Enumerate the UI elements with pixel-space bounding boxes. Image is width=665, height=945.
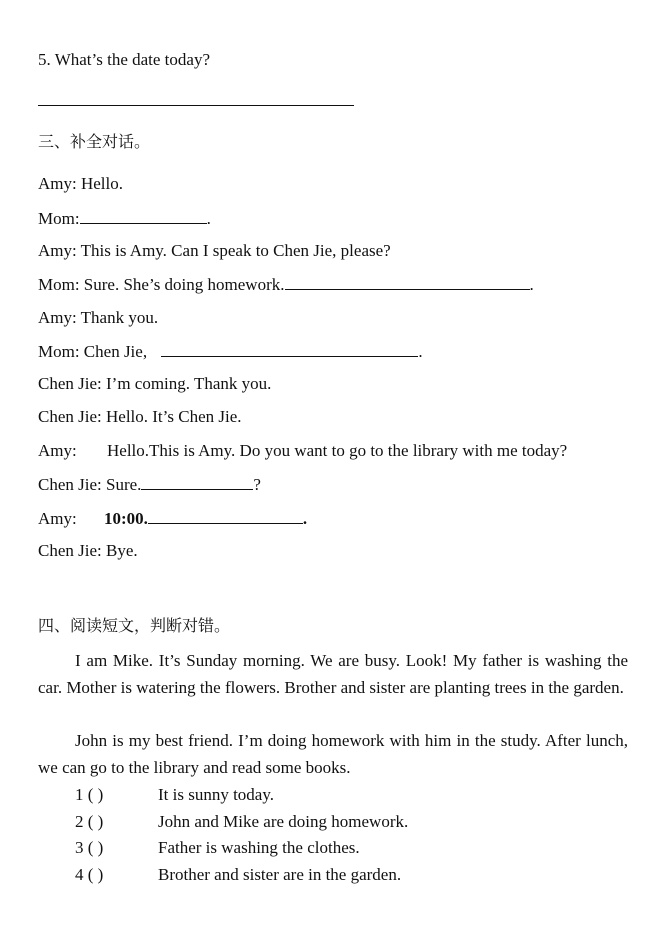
dialogue-text: Chen Jie: Hello. It’s Chen Jie. <box>38 407 242 426</box>
question-5: 5. What’s the date today? <box>38 50 210 69</box>
dialogue-line-9 <box>38 441 567 461</box>
passage-paragraph-2: John is my best friend. I’m doing homework with him in the study. After lunch, we can go to the library and read some books. <box>38 731 628 777</box>
dialogue-time: 10:00. <box>104 509 148 528</box>
dialogue-text: Chen Jie: Sure. <box>38 475 142 494</box>
dialogue-text: Mom: <box>38 209 80 228</box>
question-text: John and Mike are doing homework. <box>158 812 409 831</box>
dialogue-line-7 <box>38 374 271 394</box>
dialogue-line-11 <box>38 508 307 529</box>
dialogue-punct: . <box>206 209 211 228</box>
answer-blank[interactable] <box>161 341 418 357</box>
dialogue-line-4 <box>38 274 534 295</box>
dialogue-line-1 <box>38 174 123 194</box>
question-text: Brother and sister are in the garden. <box>158 865 402 884</box>
dialogue-text: Hello.This is Amy. Do you want to go to the library with me today? <box>107 441 568 460</box>
question-text: It is sunny today. <box>158 785 275 804</box>
section-3-title: 三、补全对话。 <box>38 132 151 151</box>
dialogue-punct: ? <box>253 475 261 494</box>
dialogue-text: Mom: Chen Jie, <box>38 342 152 361</box>
dialogue-line-3 <box>38 241 391 261</box>
dialogue-punct: . <box>418 342 423 361</box>
dialogue-line-5 <box>38 308 158 328</box>
dialogue-line-10 <box>38 474 261 495</box>
answer-line-5 <box>38 92 354 106</box>
dialogue-text: Chen Jie: I’m coming. Thank you. <box>38 374 272 393</box>
question-number: 1 ( ) <box>75 785 104 804</box>
dialogue-line-8 <box>38 407 242 427</box>
judge-question-2 <box>75 812 408 832</box>
dialogue-speaker: Amy: <box>38 441 77 460</box>
section-4-title: 四、阅读短文，判断对错。 <box>38 616 231 635</box>
dialogue-punct: . <box>529 275 534 294</box>
dialogue-line-12 <box>38 541 138 561</box>
dialogue-text: Mom: Sure. She’s doing homework. <box>38 275 285 294</box>
answer-blank[interactable] <box>285 274 530 290</box>
dialogue-text: Amy: Hello. <box>38 174 123 193</box>
dialogue-speaker: Amy: <box>38 509 77 528</box>
question-number: 3 ( ) <box>75 838 104 857</box>
dialogue-text: Amy: Thank you. <box>38 308 159 327</box>
dialogue-punct: . <box>302 509 308 528</box>
question-number: 4 ( ) <box>75 865 104 884</box>
dialogue-line-2 <box>38 208 211 229</box>
answer-blank[interactable] <box>141 474 253 490</box>
judge-question-4 <box>75 865 401 885</box>
dialogue-text: Amy: This is Amy. Can I speak to Chen Jie, please? <box>38 241 391 260</box>
judge-question-3 <box>75 838 360 858</box>
judge-question-1 <box>75 785 274 805</box>
answer-blank[interactable] <box>80 208 207 224</box>
question-number: 2 ( ) <box>75 812 104 831</box>
dialogue-line-6 <box>38 341 423 362</box>
dialogue-text: Chen Jie: Bye. <box>38 541 138 560</box>
question-text: Father is washing the clothes. <box>158 838 360 857</box>
passage-paragraph-1: I am Mike. It’s Sunday morning. We are busy. Look! My father is washing the car. Mother is watering the flowers. Brother and sister are planting trees in the garden. <box>38 651 628 697</box>
answer-blank[interactable] <box>148 508 303 524</box>
